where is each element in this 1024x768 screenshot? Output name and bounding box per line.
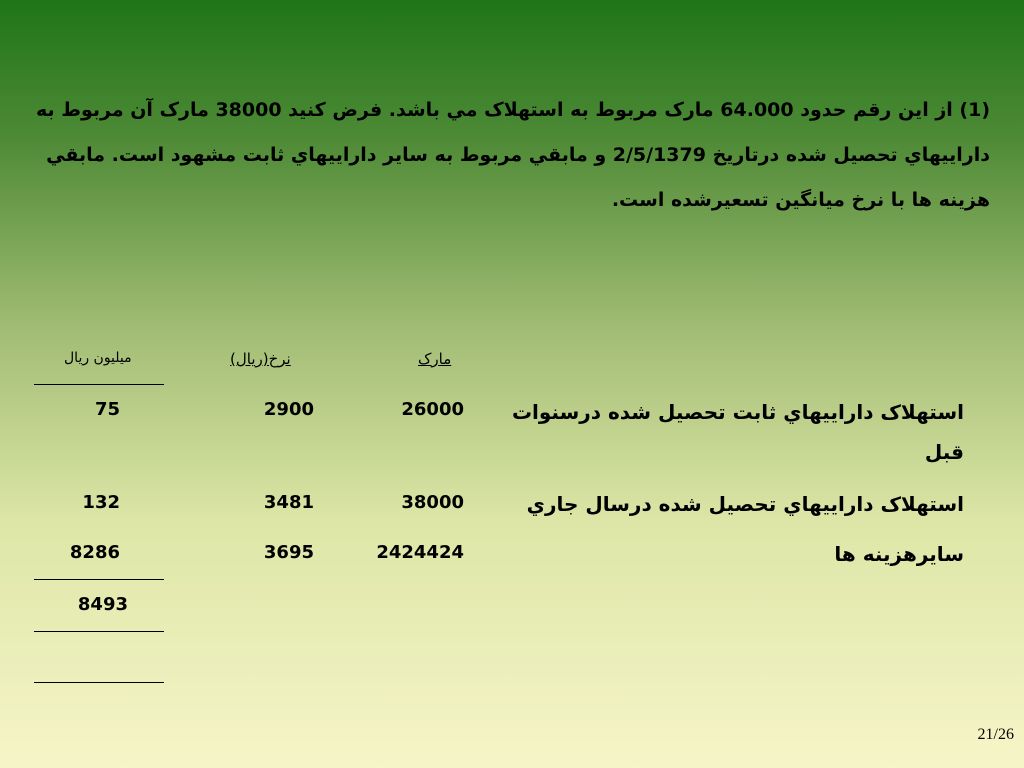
page-number: 21/26 <box>977 726 1014 743</box>
header-divider <box>34 384 164 385</box>
row2-mark: 38000 <box>401 492 464 513</box>
row1-description: استهلاک داراييهاي ثابت تحصيل شده درسنوات قبل <box>511 400 964 464</box>
row3-mark: 2424424 <box>376 542 464 563</box>
row1-mark: 26000 <box>401 399 464 420</box>
header-rate-rial: نرخ(ريال) <box>230 350 291 368</box>
header-mark: مارک <box>418 350 452 368</box>
row2-million-rial: 132 <box>82 492 120 513</box>
bottom-divider <box>34 682 164 683</box>
row2-description: استهلاک داراييهاي تحصيل شده درسال جاري <box>526 492 964 516</box>
row2-rate: 3481 <box>263 492 314 513</box>
subtotal-divider <box>34 579 164 580</box>
row3-description: سايرهزينه ها <box>834 542 964 566</box>
header-million-rial: ميليون ريال <box>64 350 132 366</box>
total-million-rial: 8493 <box>77 594 128 615</box>
row3-rate: 3695 <box>263 542 314 563</box>
row1-rate: 2900 <box>263 399 314 420</box>
row1-million-rial: 75 <box>94 399 120 420</box>
total-divider <box>34 631 164 632</box>
row3-million-rial: 8286 <box>69 542 120 563</box>
intro-paragraph: (1) از اين رقم حدود 64.000 مارک مربوط به استهلاک مي باشد. فرض کنيد 38000 مارک آن مربوط به داراييهاي تحصيل شده درتاريخ 2/5/1379 و مابقي مربوط به ساير داراييهاي ثابت مشهود است. مابقي هزينه ها با نرخ ميانگين تسعيرشده است. <box>35 99 990 211</box>
